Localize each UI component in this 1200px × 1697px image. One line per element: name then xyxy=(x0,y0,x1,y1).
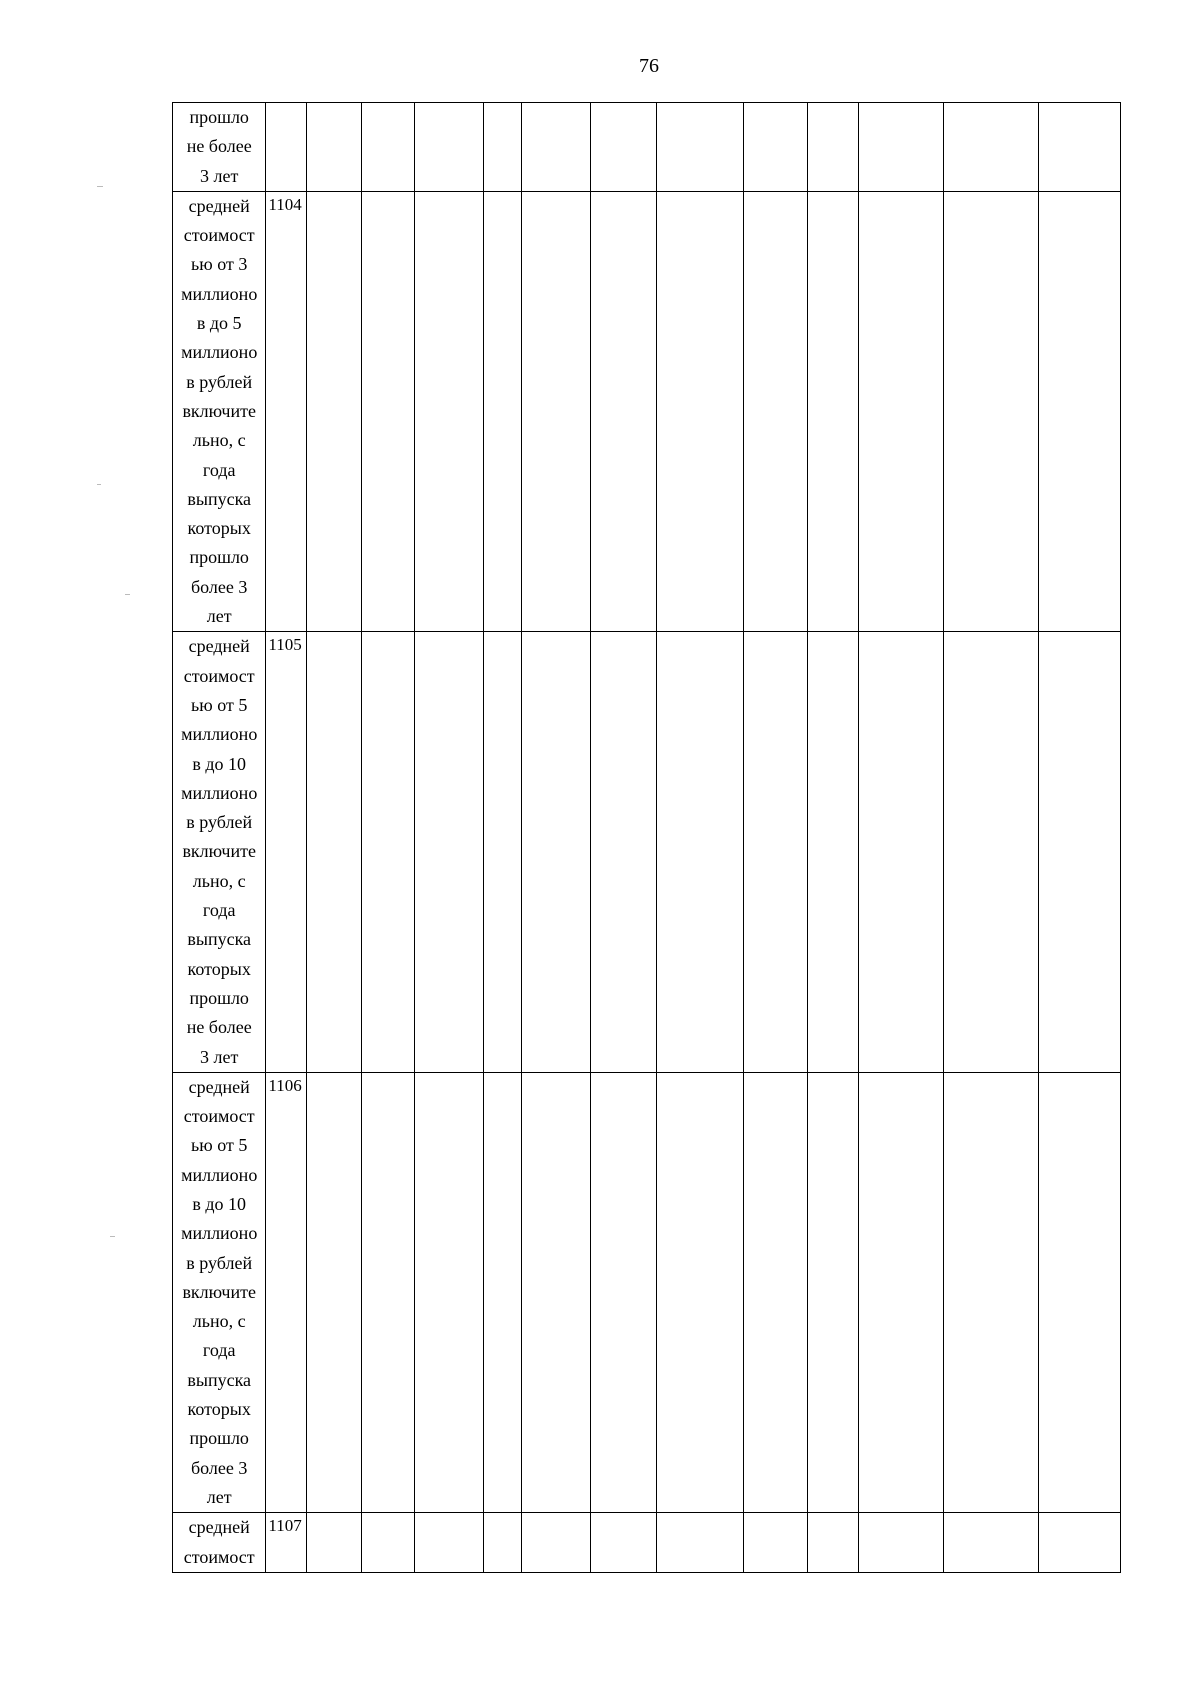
empty-cell xyxy=(858,1072,943,1512)
empty-cell xyxy=(415,103,484,192)
empty-cell xyxy=(484,191,522,631)
empty-cell xyxy=(1039,191,1121,631)
empty-cell xyxy=(591,103,657,192)
empty-cell xyxy=(522,191,591,631)
empty-cell xyxy=(657,1513,744,1573)
empty-cell xyxy=(361,632,414,1072)
scan-mark xyxy=(110,1236,115,1237)
empty-cell xyxy=(858,632,943,1072)
empty-cell xyxy=(943,191,1039,631)
empty-cell xyxy=(306,191,361,631)
table-row xyxy=(173,191,1121,631)
empty-cell xyxy=(306,632,361,1072)
empty-cell xyxy=(807,103,858,192)
row-code xyxy=(266,103,306,192)
empty-cell xyxy=(858,1513,943,1573)
table-row xyxy=(173,1072,1121,1512)
empty-cell xyxy=(591,632,657,1072)
row-code: 1106 xyxy=(266,1072,306,1512)
table-row xyxy=(173,103,1121,192)
empty-cell xyxy=(361,191,414,631)
empty-cell xyxy=(484,103,522,192)
empty-cell xyxy=(415,1072,484,1512)
empty-cell xyxy=(522,632,591,1072)
empty-cell xyxy=(807,1072,858,1512)
table-row xyxy=(173,1513,1121,1573)
empty-cell xyxy=(657,1072,744,1512)
scan-mark xyxy=(97,186,103,187)
empty-cell xyxy=(858,191,943,631)
empty-cell xyxy=(807,632,858,1072)
row-code: 1107 xyxy=(266,1513,306,1573)
empty-cell xyxy=(522,1072,591,1512)
empty-cell xyxy=(1039,1072,1121,1512)
row-code: 1104 xyxy=(266,191,306,631)
row-description: средней стоимост ью от 5 миллионо в до 10 миллионо в рублей включите льно, с года выпуска которых прошло не более 3 лет xyxy=(173,632,266,1072)
empty-cell xyxy=(591,191,657,631)
empty-cell xyxy=(1039,1513,1121,1573)
row-description: средней стоимост xyxy=(173,1513,266,1573)
empty-cell xyxy=(306,1072,361,1512)
empty-cell xyxy=(943,632,1039,1072)
row-code: 1105 xyxy=(266,632,306,1072)
empty-cell xyxy=(943,1072,1039,1512)
empty-cell xyxy=(361,103,414,192)
row-description: средней стоимост ью от 3 миллионо в до 5 миллионо в рублей включите льно, с года выпуска которых прошло более 3 лет xyxy=(173,191,266,631)
empty-cell xyxy=(1039,103,1121,192)
empty-cell xyxy=(306,1513,361,1573)
empty-cell xyxy=(415,1513,484,1573)
empty-cell xyxy=(522,103,591,192)
empty-cell xyxy=(807,191,858,631)
empty-cell xyxy=(943,103,1039,192)
empty-cell xyxy=(361,1072,414,1512)
empty-cell xyxy=(744,191,808,631)
empty-cell xyxy=(744,103,808,192)
empty-cell xyxy=(484,632,522,1072)
empty-cell xyxy=(1039,632,1121,1072)
empty-cell xyxy=(744,1513,808,1573)
row-description: прошло не более 3 лет xyxy=(173,103,266,192)
empty-cell xyxy=(522,1513,591,1573)
empty-cell xyxy=(744,1072,808,1512)
empty-cell xyxy=(657,191,744,631)
empty-cell xyxy=(306,103,361,192)
scan-mark xyxy=(125,594,130,595)
empty-cell xyxy=(943,1513,1039,1573)
empty-cell xyxy=(484,1072,522,1512)
empty-cell xyxy=(858,103,943,192)
empty-cell xyxy=(591,1513,657,1573)
data-table xyxy=(172,102,1121,1573)
page-number: 76 xyxy=(639,55,659,77)
empty-cell xyxy=(657,632,744,1072)
empty-cell xyxy=(657,103,744,192)
empty-cell xyxy=(591,1072,657,1512)
table-row xyxy=(173,632,1121,1072)
row-description: средней стоимост ью от 5 миллионо в до 10 миллионо в рублей включите льно, с года выпуска которых прошло более 3 лет xyxy=(173,1072,266,1512)
empty-cell xyxy=(361,1513,414,1573)
empty-cell xyxy=(415,632,484,1072)
empty-cell xyxy=(807,1513,858,1573)
empty-cell xyxy=(744,632,808,1072)
empty-cell xyxy=(484,1513,522,1573)
scan-mark xyxy=(97,484,101,485)
empty-cell xyxy=(415,191,484,631)
